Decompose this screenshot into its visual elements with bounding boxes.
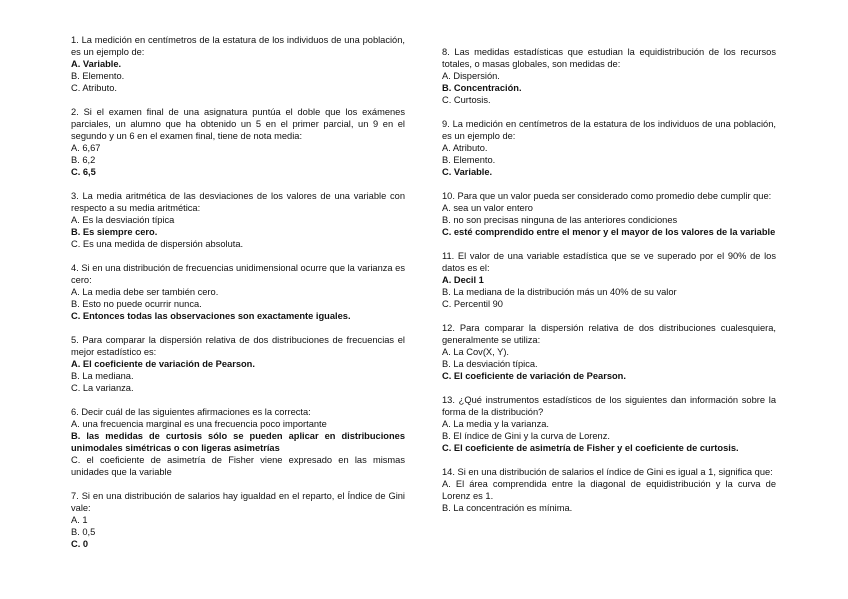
answer-option-correct: A. Variable.: [71, 59, 122, 69]
answer-option-correct: B. las medidas de curtosis sólo se pueden aplicar en distribuciones unimodales simétricas o con ligeras asimetrías: [71, 431, 405, 453]
answer-option: A. Es la desviación típica: [71, 215, 175, 225]
question-text: 12. Para comparar la dispersión relativa de dos distribuciones cualesquiera, generalmente se utiliza:: [442, 323, 776, 345]
answer-option-correct: C. El coeficiente de variación de Pearson.: [442, 371, 626, 381]
question-text: 10. Para que un valor pueda ser considerado como promedio debe cumplir que:: [442, 191, 772, 201]
answer-option: A. La media debe ser también cero.: [71, 287, 219, 297]
answer-option: B. 0,5: [71, 527, 96, 537]
answer-option: B. Elemento.: [442, 155, 496, 165]
question-block: [71, 34, 405, 94]
answer-option: B. no son precisas ninguna de las anteriores condiciones: [442, 215, 678, 225]
question-text: 6. Decir cuál de las siguientes afirmaciones es la correcta:: [71, 407, 311, 417]
answer-option: A. sea un valor entero: [442, 203, 533, 213]
answer-option: A. Atributo.: [442, 143, 488, 153]
question-block: [442, 466, 776, 514]
answer-option-correct: C. Entonces todas las observaciones son exactamente iguales.: [71, 311, 351, 321]
question-block: [71, 262, 405, 322]
answer-option: C. La varianza.: [71, 383, 134, 393]
answer-option: B. La mediana de la distribución más un 40% de su valor: [442, 287, 677, 297]
right-column: [442, 46, 776, 526]
question-block: [71, 334, 405, 394]
answer-option: C. Atributo.: [71, 83, 117, 93]
question-text: 9. La medición en centímetros de la estatura de los individuos de una población, es un ejemplo de:: [442, 119, 776, 141]
question-text: 13. ¿Qué instrumentos estadísticos de los siguientes dan información sobre la forma de la distribución?: [442, 395, 776, 417]
question-text: 14. Si en una distribución de salarios el índice de Gini es igual a 1, significa que:: [442, 467, 773, 477]
question-block: [442, 394, 776, 454]
question-block: [442, 118, 776, 178]
question-text: 7. Si en una distribución de salarios hay igualdad en el reparto, el Índice de Gini vale:: [71, 491, 405, 513]
answer-option-correct: C. El coeficiente de asimetría de Fisher y el coeficiente de curtosis.: [442, 443, 739, 453]
question-block: [71, 406, 405, 478]
answer-option: A. La Cov(X, Y).: [442, 347, 509, 357]
answer-option: A. El área comprendida entre la diagonal de equidistribución y la curva de Lorenz es 1.: [442, 479, 776, 501]
question-block: [442, 46, 776, 106]
answer-option: A. una frecuencia marginal es una frecuencia poco importante: [71, 419, 327, 429]
question-text: 2. Si el examen final de una asignatura puntúa el doble que los exámenes parciales, un alumno que ha obtenido un 5 en el primer parcial, un 9 en el segundo y un 6 en el examen final, tiene de nota media:: [71, 107, 405, 141]
answer-option: B. La mediana.: [71, 371, 134, 381]
answer-option: B. Esto no puede ocurrir nunca.: [71, 299, 202, 309]
answer-option-correct: A. El coeficiente de variación de Pearson.: [71, 359, 255, 369]
question-text: 11. El valor de una variable estadística que se ve superado por el 90% de los datos es el:: [442, 251, 776, 273]
answer-option: B. Elemento.: [71, 71, 125, 81]
question-text: 4. Si en una distribución de frecuencias unidimensional ocurre que la varianza es cero:: [71, 263, 405, 285]
answer-option: C. el coeficiente de asimetría de Fisher viene expresado en las mismas unidades que la variable: [71, 455, 405, 477]
answer-option: A. Dispersión.: [442, 71, 500, 81]
question-block: [71, 190, 405, 250]
question-block: [442, 190, 776, 238]
question-block: [71, 106, 405, 178]
question-text: 8. Las medidas estadísticas que estudian la equidistribución de los recursos totales, o masas globales, son medidas de:: [442, 47, 776, 69]
question-text: 1. La medición en centímetros de la estatura de los individuos de una población, es un ejemplo de:: [71, 35, 405, 57]
answer-option-correct: B. Concentración.: [442, 83, 522, 93]
answer-option-correct: C. 6,5: [71, 167, 96, 177]
question-text: 3. La media aritmética de las desviaciones de los valores de una variable con respecto a su media aritmética:: [71, 191, 405, 213]
answer-option-correct: C. 0: [71, 539, 89, 549]
answer-option: B. La desviación típica.: [442, 359, 538, 369]
answer-option: B. El índice de Gini y la curva de Lorenz.: [442, 431, 610, 441]
answer-option: A. La media y la varianza.: [442, 419, 549, 429]
question-block: [71, 490, 405, 550]
answer-option-correct: C. esté comprendido entre el menor y el mayor de los valores de la variable: [442, 227, 776, 237]
answer-option: C. Curtosis.: [442, 95, 491, 105]
answer-option: A. 6,67: [71, 143, 101, 153]
answer-option-correct: B. Es siempre cero.: [71, 227, 158, 237]
answer-option-correct: C. Variable.: [442, 167, 493, 177]
question-block: [442, 250, 776, 310]
answer-option: B. La concentración es mínima.: [442, 503, 573, 513]
left-column: [71, 34, 405, 562]
answer-option: B. 6,2: [71, 155, 96, 165]
answer-option: C. Es una medida de dispersión absoluta.: [71, 239, 244, 249]
question-text: 5. Para comparar la dispersión relativa de dos distribuciones de frecuencias el mejor estadístico es:: [71, 335, 405, 357]
question-block: [442, 322, 776, 382]
answer-option-correct: A. Decil 1: [442, 275, 484, 285]
answer-option: C. Percentil 90: [442, 299, 503, 309]
answer-option: A. 1: [71, 515, 88, 525]
